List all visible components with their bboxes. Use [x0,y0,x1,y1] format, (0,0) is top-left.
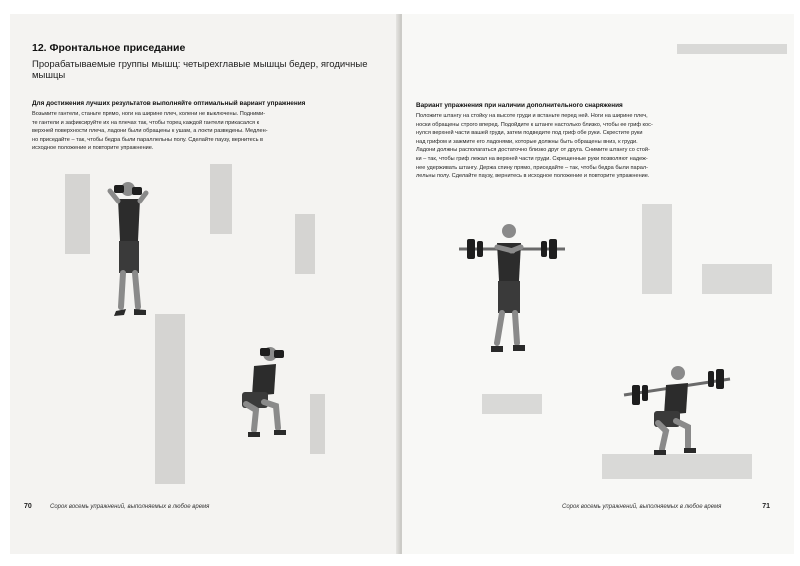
equipment-variant-heading: Вариант упражнения при наличии дополнительного снаряжения [416,102,623,109]
left-page [10,14,400,554]
text-line: те гантели и зафиксируйте их на плечах так, чтобы торец каждой гантели прикасался к [32,119,260,126]
muscle-groups: Прорабатываемые группы мышц: четырехглавые мышцы бедер, ягодичные мышцы [32,59,368,81]
text-line: Положите штангу на стойку на высоте груди и встаньте перед ней. Ноги на ширине плеч, [416,113,648,119]
text-line: исходное положение и повторите упражнение. [32,145,154,152]
instructions-right [416,112,756,181]
text-line: лельны полу. Сделайте паузу, вернитесь в исходное положение и повторите упражнение. [416,173,650,180]
text-line: но приседайте – так, чтобы бедра были параллельны полу. Сделайте паузу, вернитесь в [32,136,264,143]
text-line: верхней поверхности плеча, ладони были обращены к ушам, а локти разведены. Медлен- [32,128,268,135]
squat-dumbbell-figure [230,344,300,444]
text-line: нулся верхней части вашей груди, затем подведите под гриф обе руки. Скрестите руки [416,130,643,137]
text-line: носки обращены строго вперед. Подойдите к штанге настолько близко, чтобы ее гриф кос- [416,121,653,128]
right-page [402,14,794,554]
show-through-figures [10,14,400,554]
standing-barbell-figure [457,219,567,359]
text-line: ки – так, чтобы гриф лежал на верхней части груди. Скрещенные руки позволяют надеж- [416,155,648,162]
text-line: нее удерживать штангу. Держа спину прямо, приседайте – так, чтобы бедра были парал- [416,164,648,171]
optimal-variant-heading: Для достижения лучших результатов выполняйте оптимальный вариант упражнения [32,100,306,107]
text-line: Ладони должны располагаться достаточно близко друг от друга. Снимите штангу со стой- [416,147,650,154]
instructions-left [32,110,392,153]
footer-title-right: Сорок восемь упражнений, выполняемых в любое время [562,504,722,510]
text-line: над грифом и зажмите его ладонями, которые должны быть обращены вниз, к груди. [416,138,638,145]
squat-barbell-figure [622,359,732,459]
page-number-left: 70 [24,503,32,510]
page-number-right: 71 [762,503,770,510]
footer-title-left: Сорок восемь упражнений, выполняемых в любое время [50,504,210,510]
exercise-title: 12. Фронтальное приседание [32,42,186,54]
standing-dumbbell-figure [100,179,160,329]
text-line: Возьмите гантели, станьте прямо, ноги на ширине плеч, колени не выключены. Подними- [32,111,266,117]
